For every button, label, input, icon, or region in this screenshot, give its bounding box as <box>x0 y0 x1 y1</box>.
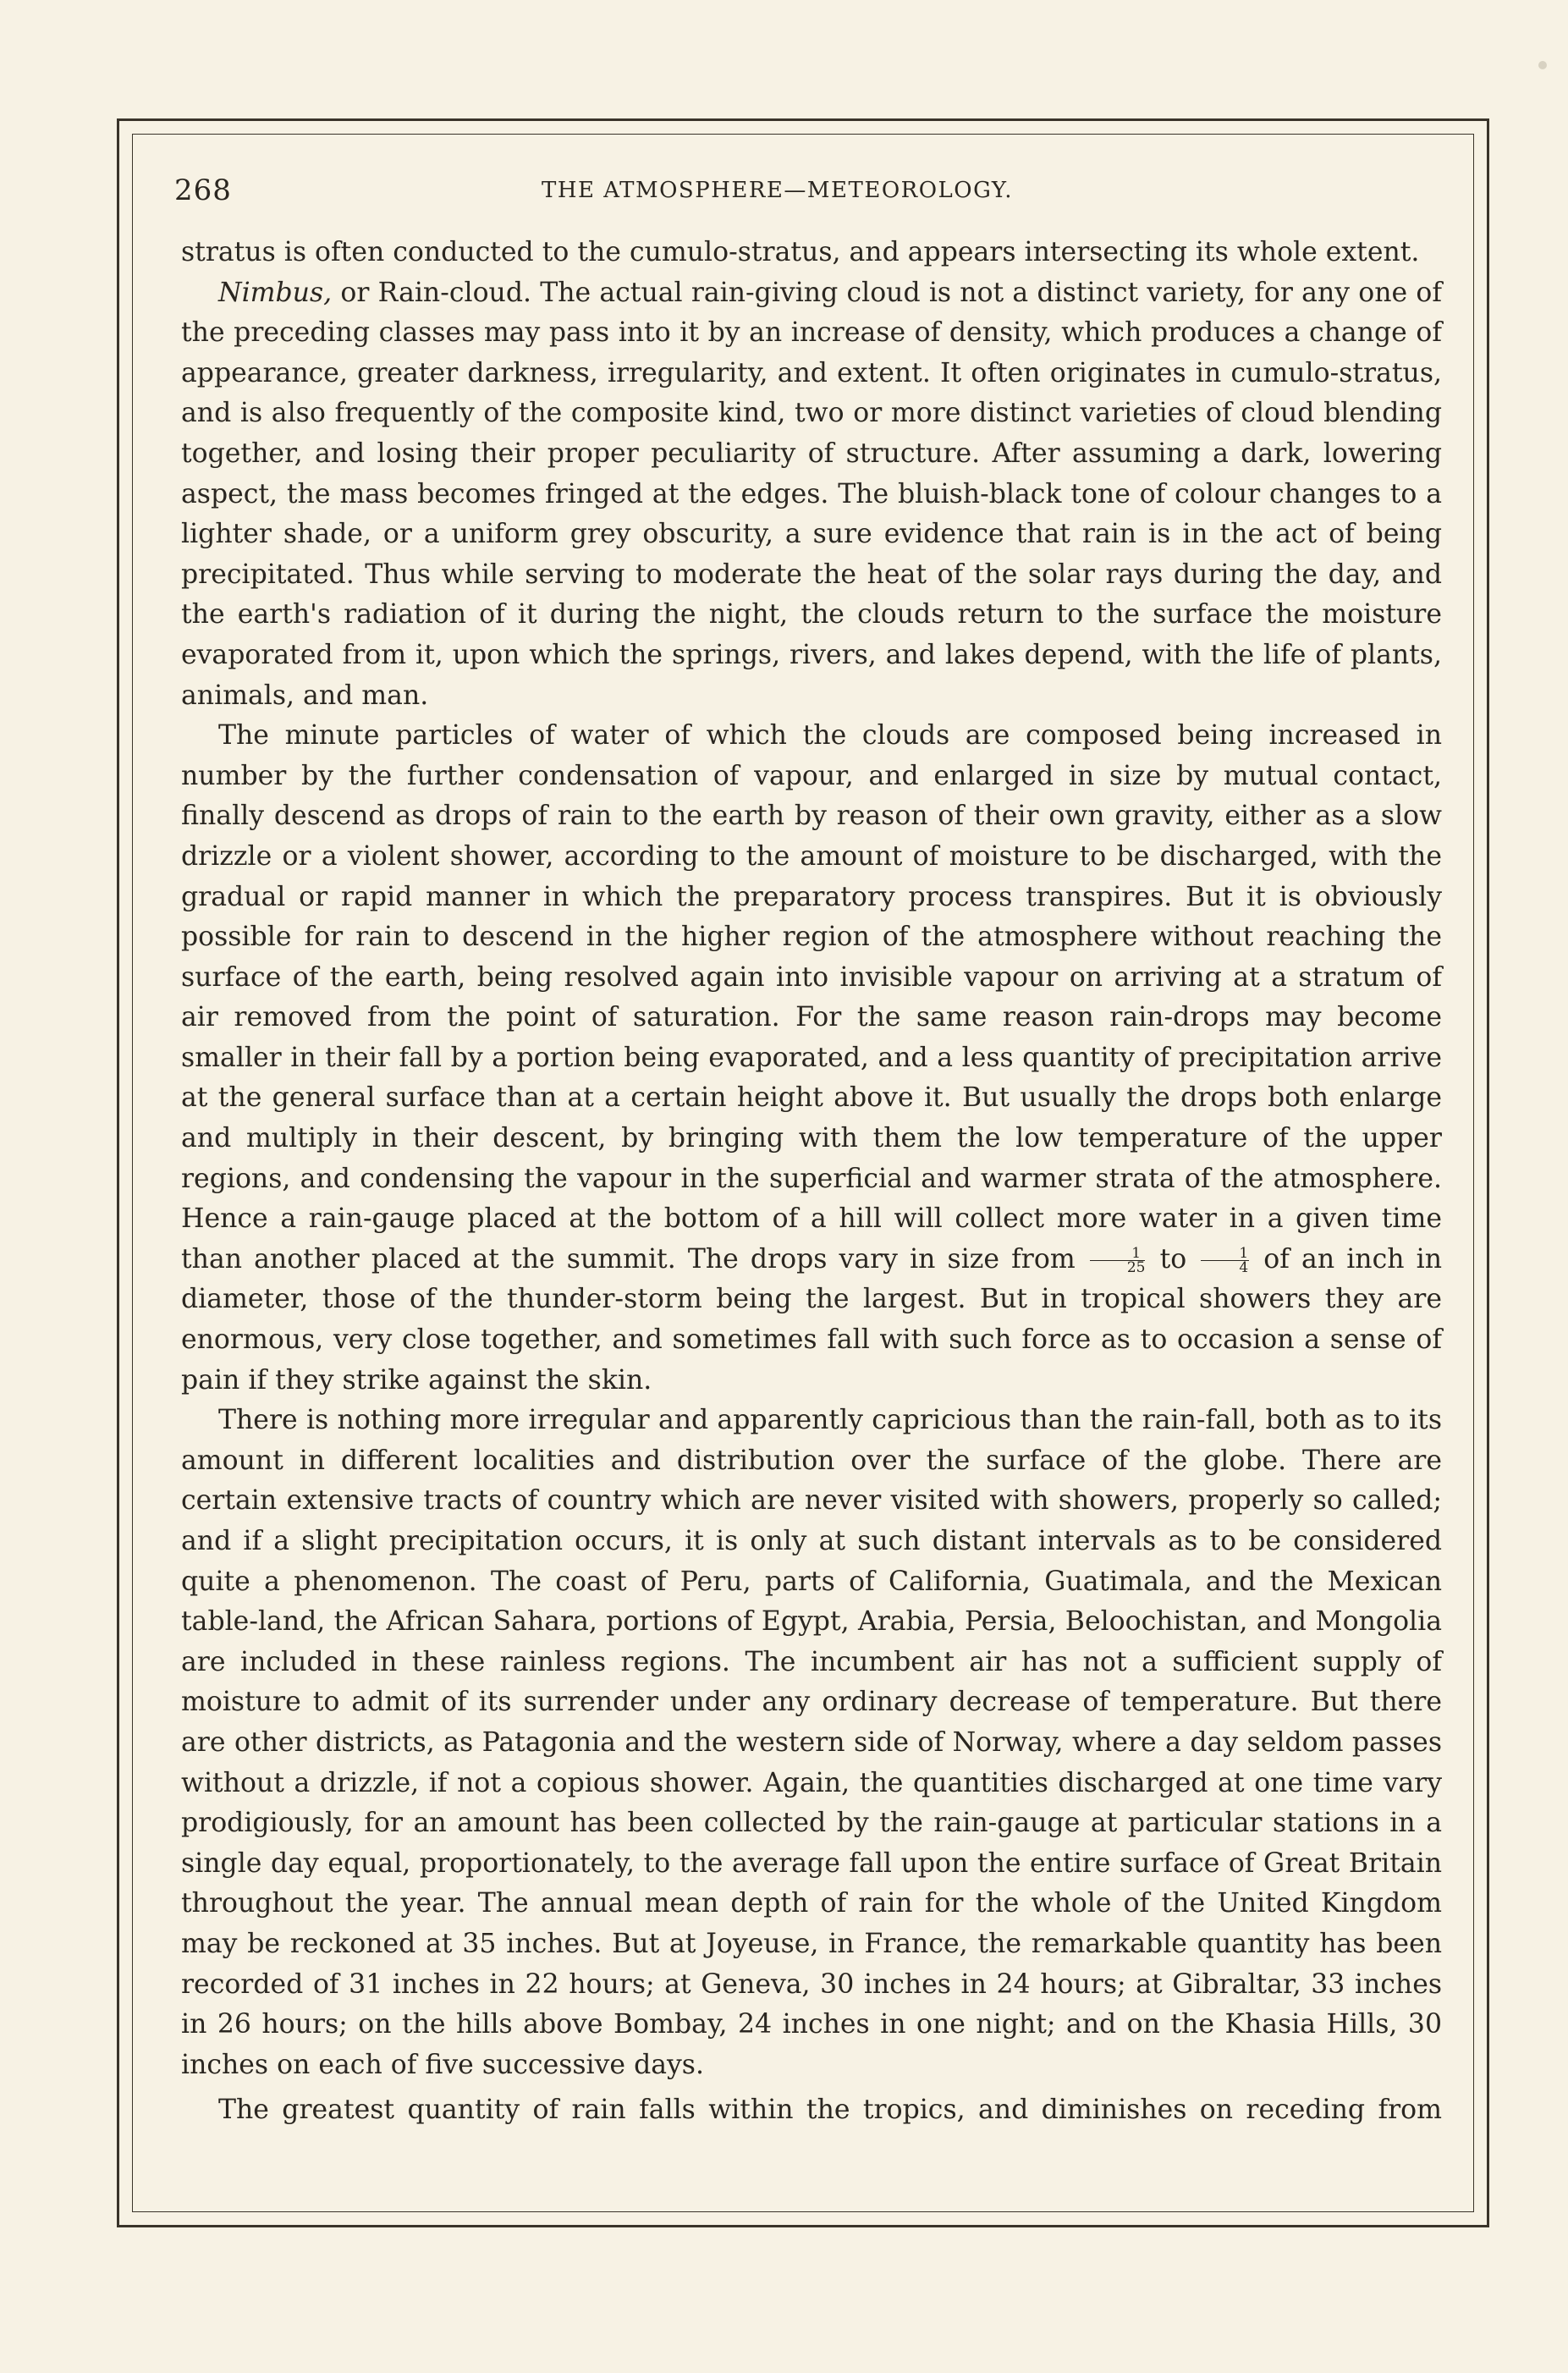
running-header <box>0 0 1568 207</box>
paragraph-rain-drops-text-c: of an inch in diameter, those of the thunder-storm being the largest. But in tropical showers they are enormous, very close together, and sometimes fall with such force as to occasion a sense of pain if they strike against the skin. <box>181 1243 1442 1396</box>
body-text <box>181 233 1442 2131</box>
fraction-denominator: 25 <box>1126 1258 1146 1276</box>
fraction-denominator: 4 <box>1239 1258 1249 1276</box>
fraction-one-twenty-fifth <box>1090 1244 1146 1276</box>
paragraph-continuation: stratus is often conducted to the cumulo-stratus, and appears intersecting its whole extent. <box>181 237 1420 267</box>
running-title: THE ATMOSPHERE—METEOROLOGY. <box>542 178 1014 203</box>
paragraph-rain-drops <box>181 716 1442 1401</box>
fraction-numerator: 1 <box>1201 1247 1249 1261</box>
paragraph-rain-drops-text-a: The minute particles of water of which the clouds are composed being increased in number by the further condensation of vapour, and enlarged in size by mutual contact, finally descend as drops of rain to the earth by reason of their own gravity, either as a slow drizzle or a violent shower, according to the amount of moisture to be discharged, with the gradual or rapid manner in which the preparatory process transpires. But it is obviously possible for rain to descend in the higher region of the atmosphere without reaching the surface of the earth, being resolved again into invisible vapour on arriving at a stratum of air removed from the point of saturation. For the same reason rain-drops may become smaller in their fall by a portion being evaporated, and a less quantity of precipitation arrive at the general surface than at a certain height above it. But usually the drops both enlarge and multiply in their descent, by bringing with them the low temperature of the upper regions, and condensing the vapour in the superficial and warmer strata of the atmosphere. Hence a rain-gauge placed at the bottom of a hill will collect more water in a given time than another placed at the summit. The drops vary in size from <box>181 720 1442 1275</box>
paragraph-nimbus-text: or Rain-cloud. The actual rain-giving cloud is not a distinct variety, for any one of the preceding classes may pass into it by an increase of density, which produces a change of appearance, greater darkness, irregularity, and extent. It often originates in cumulo-stratus, and is also frequently of the composite kind, two or more distinct varieties of cloud blending together, and losing their proper peculiarity of structure. After assuming a dark, lowering aspect, the mass becomes fringed at the edges. The bluish-black tone of colour changes to a lighter shade, or a uniform grey obscurity, a sure evidence that rain is in the act of being precipitated. Thus while serving to moderate the heat of the solar rays during the day, and the earth's radiation of it during the night, the clouds return to the surface the moisture evaporated from it, upon which the springs, rivers, and lakes depend, with the life of plants, animals, and man. <box>181 277 1443 711</box>
paragraph-rain-drops-text-b: to <box>1159 1243 1187 1275</box>
fraction-numerator: 1 <box>1090 1247 1146 1261</box>
fraction-one-quarter <box>1201 1244 1249 1276</box>
term-nimbus: Nimbus, <box>218 277 333 308</box>
paragraph-nimbus <box>181 273 1442 717</box>
paragraph-rainfall-irregular: There is nothing more irregular and apparently capricious than the rain-fall, both as to its amount in different localities and distribution over the surface of the globe. There are certain extensive tracts of country which are never visited with showers, properly so called; and if a slight precipitation occurs, it is only at such distant intervals as to be considered quite a phenomenon. The coast of Peru, parts of California, Guatimala, and the Mexican table-land, the African Sahara, portions of Egypt, Arabia, Persia, Beloochistan, and Mongolia are included in these rainless regions. The incumbent air has not a sufficient supply of moisture to admit of its surrender under any ordinary decrease of temperature. But there are other districts, as Patagonia and the western side of Norway, where a day seldom passes without a drizzle, if not a copious shower. Again, the quantities discharged at one time vary prodigiously, for an amount has been collected by the rain-gauge at particular stations in a single day equal, proportionately, to the average fall upon the entire surface of Great Britain throughout the year. The annual mean depth of rain for the whole of the United Kingdom may be reckoned at 35 inches. But at Joyeuse, in France, the remarkable quantity has been recorded of 31 inches in 22 hours; at Geneva, 30 inches in 24 hours; at Gibraltar, 33 inches in 26 hours; on the hills above Bombay, 24 inches in one night; and on the Khasia Hills, 30 inches on each of five successive days. <box>181 1405 1442 2080</box>
page-number: 268 <box>174 173 232 207</box>
paragraph-tropics: The greatest quantity of rain falls within the tropics, and diminishes on receding from <box>218 2095 1442 2126</box>
